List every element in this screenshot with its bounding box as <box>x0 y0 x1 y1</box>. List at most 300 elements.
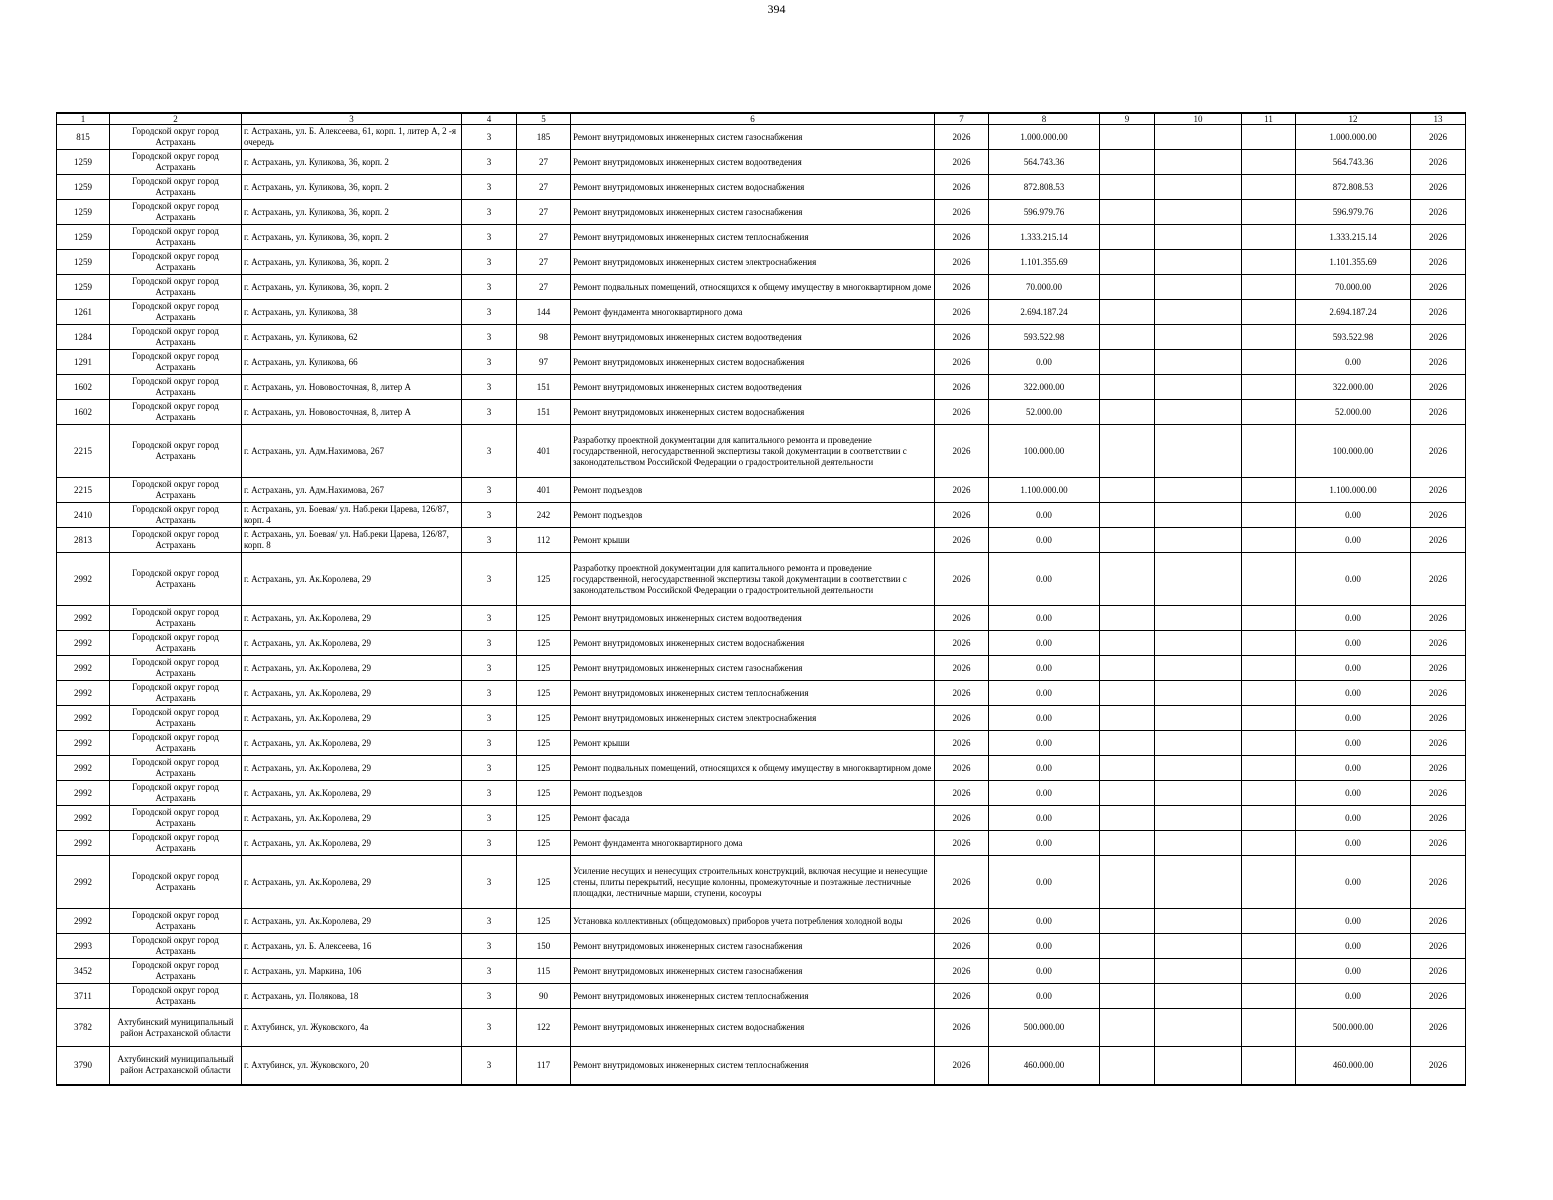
cell-municipality: Городской округ город Астрахань <box>110 934 242 959</box>
cell-municipality: Городской округ город Астрахань <box>110 400 242 425</box>
cell-col11 <box>1242 856 1296 909</box>
cell-amount: 0.00 <box>989 984 1100 1009</box>
table-row <box>57 681 1466 706</box>
table-row <box>57 350 1466 375</box>
cell-amount-total: 322.000.00 <box>1296 375 1411 400</box>
cell-year-end: 2026 <box>1411 325 1466 350</box>
cell-year-end: 2026 <box>1411 300 1466 325</box>
cell-col4: 3 <box>462 375 517 400</box>
cell-municipality: Городской округ город Астрахань <box>110 553 242 606</box>
cell-amount-total: 0.00 <box>1296 756 1411 781</box>
cell-amount-total: 0.00 <box>1296 934 1411 959</box>
cell-amount-total: 100.000.00 <box>1296 425 1411 478</box>
cell-col10 <box>1155 656 1242 681</box>
cell-year: 2026 <box>935 350 989 375</box>
cell-amount: 1.333.215.14 <box>989 225 1100 250</box>
cell-amount-total: 0.00 <box>1296 553 1411 606</box>
cell-col10 <box>1155 225 1242 250</box>
cell-col5: 125 <box>517 909 571 934</box>
cell-col5: 27 <box>517 200 571 225</box>
cell-id: 2992 <box>57 756 110 781</box>
cell-amount: 52.000.00 <box>989 400 1100 425</box>
cell-col10 <box>1155 375 1242 400</box>
cell-col11 <box>1242 400 1296 425</box>
cell-work-type: Ремонт крыши <box>571 731 935 756</box>
cell-amount: 0.00 <box>989 909 1100 934</box>
cell-municipality: Городской округ город Астрахань <box>110 125 242 150</box>
cell-col4: 3 <box>462 250 517 275</box>
cell-work-type: Ремонт внутридомовых инженерных систем водоотведения <box>571 606 935 631</box>
cell-col11 <box>1242 375 1296 400</box>
table-row <box>57 806 1466 831</box>
cell-amount-total: 593.522.98 <box>1296 325 1411 350</box>
cell-address: г. Астрахань, ул. Боевая/ ул. Наб.реки Царева, 126/87, корп. 8 <box>242 528 462 553</box>
cell-col11 <box>1242 631 1296 656</box>
cell-id: 2992 <box>57 856 110 909</box>
cell-amount: 0.00 <box>989 656 1100 681</box>
cell-col5: 27 <box>517 175 571 200</box>
cell-year-end: 2026 <box>1411 1047 1466 1085</box>
cell-amount: 0.00 <box>989 781 1100 806</box>
cell-work-type: Ремонт фундамента многоквартирного дома <box>571 831 935 856</box>
cell-col10 <box>1155 781 1242 806</box>
cell-col5: 125 <box>517 631 571 656</box>
cell-amount: 100.000.00 <box>989 425 1100 478</box>
cell-work-type: Ремонт подвальных помещений, относящихся к общему имуществу в многоквартирном доме <box>571 275 935 300</box>
cell-year-end: 2026 <box>1411 503 1466 528</box>
cell-col5: 98 <box>517 325 571 350</box>
cell-col5: 150 <box>517 934 571 959</box>
cell-col9 <box>1100 909 1155 934</box>
cell-col5: 125 <box>517 731 571 756</box>
cell-col5: 125 <box>517 831 571 856</box>
cell-amount: 0.00 <box>989 706 1100 731</box>
cell-amount-total: 460.000.00 <box>1296 1047 1411 1085</box>
cell-col9 <box>1100 934 1155 959</box>
cell-year: 2026 <box>935 606 989 631</box>
cell-amount: 1.101.355.69 <box>989 250 1100 275</box>
cell-year-end: 2026 <box>1411 959 1466 984</box>
cell-work-type: Ремонт внутридомовых инженерных систем теплоснабжения <box>571 681 935 706</box>
cell-year-end: 2026 <box>1411 1009 1466 1047</box>
cell-col5: 125 <box>517 553 571 606</box>
cell-col9 <box>1100 150 1155 175</box>
cell-col4: 3 <box>462 1009 517 1047</box>
cell-municipality: Городской округ город Астрахань <box>110 225 242 250</box>
cell-col9 <box>1100 856 1155 909</box>
cell-col11 <box>1242 756 1296 781</box>
cell-col11 <box>1242 250 1296 275</box>
cell-work-type: Ремонт внутридомовых инженерных систем газоснабжения <box>571 656 935 681</box>
column-header: 11 <box>1242 113 1296 125</box>
cell-col9 <box>1100 175 1155 200</box>
cell-col10 <box>1155 553 1242 606</box>
cell-address: г. Астрахань, ул. Полякова, 18 <box>242 984 462 1009</box>
cell-col10 <box>1155 400 1242 425</box>
table-row <box>57 125 1466 150</box>
cell-id: 2410 <box>57 503 110 528</box>
cell-col5: 185 <box>517 125 571 150</box>
cell-col9 <box>1100 1047 1155 1085</box>
cell-address: г. Астрахань, ул. Ак.Королева, 29 <box>242 909 462 934</box>
cell-year: 2026 <box>935 756 989 781</box>
cell-col10 <box>1155 350 1242 375</box>
cell-year: 2026 <box>935 225 989 250</box>
cell-id: 2992 <box>57 553 110 606</box>
cell-col9 <box>1100 781 1155 806</box>
cell-address: г. Астрахань, ул. Ак.Королева, 29 <box>242 631 462 656</box>
cell-id: 1259 <box>57 225 110 250</box>
cell-work-type: Установка коллективных (общедомовых) приборов учета потребления холодной воды <box>571 909 935 934</box>
cell-col4: 3 <box>462 1047 517 1085</box>
cell-col9 <box>1100 806 1155 831</box>
cell-municipality: Городской округ город Астрахань <box>110 631 242 656</box>
cell-work-type: Ремонт фундамента многоквартирного дома <box>571 300 935 325</box>
cell-col4: 3 <box>462 681 517 706</box>
cell-col11 <box>1242 425 1296 478</box>
cell-year-end: 2026 <box>1411 781 1466 806</box>
cell-col9 <box>1100 478 1155 503</box>
column-header: 7 <box>935 113 989 125</box>
cell-address: г. Астрахань, ул. Нововосточная, 8, литер А <box>242 400 462 425</box>
cell-amount-total: 2.694.187.24 <box>1296 300 1411 325</box>
cell-col11 <box>1242 350 1296 375</box>
cell-col5: 27 <box>517 150 571 175</box>
cell-col11 <box>1242 125 1296 150</box>
cell-id: 2992 <box>57 806 110 831</box>
cell-col9 <box>1100 350 1155 375</box>
cell-municipality: Городской округ город Астрахань <box>110 781 242 806</box>
cell-col4: 3 <box>462 984 517 1009</box>
cell-year: 2026 <box>935 781 989 806</box>
table-row <box>57 225 1466 250</box>
cell-amount: 0.00 <box>989 934 1100 959</box>
cell-col10 <box>1155 706 1242 731</box>
cell-col11 <box>1242 706 1296 731</box>
cell-amount: 0.00 <box>989 831 1100 856</box>
cell-year: 2026 <box>935 478 989 503</box>
cell-year-end: 2026 <box>1411 831 1466 856</box>
cell-col10 <box>1155 909 1242 934</box>
cell-year: 2026 <box>935 200 989 225</box>
cell-year: 2026 <box>935 175 989 200</box>
cell-col9 <box>1100 425 1155 478</box>
cell-amount-total: 596.979.76 <box>1296 200 1411 225</box>
cell-col11 <box>1242 553 1296 606</box>
cell-municipality: Городской округ город Астрахань <box>110 856 242 909</box>
cell-col9 <box>1100 656 1155 681</box>
cell-address: г. Астрахань, ул. Ак.Королева, 29 <box>242 553 462 606</box>
cell-year-end: 2026 <box>1411 934 1466 959</box>
cell-col11 <box>1242 606 1296 631</box>
cell-col10 <box>1155 756 1242 781</box>
cell-year: 2026 <box>935 125 989 150</box>
cell-col9 <box>1100 984 1155 1009</box>
cell-address: г. Астрахань, ул. Ак.Королева, 29 <box>242 856 462 909</box>
capital-repair-table <box>56 112 1466 1086</box>
cell-work-type: Ремонт подвальных помещений, относящихся к общему имуществу в многоквартирном доме <box>571 756 935 781</box>
cell-amount-total: 1.333.215.14 <box>1296 225 1411 250</box>
cell-municipality: Городской округ город Астрахань <box>110 478 242 503</box>
cell-col4: 3 <box>462 200 517 225</box>
cell-year: 2026 <box>935 831 989 856</box>
cell-amount: 0.00 <box>989 681 1100 706</box>
cell-work-type: Ремонт подъездов <box>571 503 935 528</box>
cell-year: 2026 <box>935 553 989 606</box>
cell-year-end: 2026 <box>1411 681 1466 706</box>
cell-year-end: 2026 <box>1411 984 1466 1009</box>
cell-address: г. Астрахань, ул. Куликова, 36, корп. 2 <box>242 150 462 175</box>
cell-amount: 2.694.187.24 <box>989 300 1100 325</box>
cell-id: 3782 <box>57 1009 110 1047</box>
table-row <box>57 425 1466 478</box>
cell-col5: 122 <box>517 1009 571 1047</box>
column-header: 5 <box>517 113 571 125</box>
cell-id: 2215 <box>57 478 110 503</box>
cell-col11 <box>1242 225 1296 250</box>
cell-col9 <box>1100 400 1155 425</box>
cell-amount: 0.00 <box>989 503 1100 528</box>
cell-col4: 3 <box>462 909 517 934</box>
cell-col5: 90 <box>517 984 571 1009</box>
cell-address: г. Астрахань, ул. Ак.Королева, 29 <box>242 831 462 856</box>
cell-amount-total: 0.00 <box>1296 781 1411 806</box>
table-row <box>57 731 1466 756</box>
cell-id: 1259 <box>57 200 110 225</box>
cell-col11 <box>1242 275 1296 300</box>
cell-address: г. Астрахань, ул. Куликова, 62 <box>242 325 462 350</box>
cell-amount-total: 1.100.000.00 <box>1296 478 1411 503</box>
cell-work-type: Ремонт внутридомовых инженерных систем водоотведения <box>571 325 935 350</box>
cell-address: г. Астрахань, ул. Ак.Королева, 29 <box>242 681 462 706</box>
cell-municipality: Городской округ город Астрахань <box>110 959 242 984</box>
cell-col9 <box>1100 706 1155 731</box>
cell-municipality: Городской округ город Астрахань <box>110 656 242 681</box>
cell-id: 815 <box>57 125 110 150</box>
cell-col10 <box>1155 275 1242 300</box>
cell-amount-total: 0.00 <box>1296 959 1411 984</box>
cell-col10 <box>1155 528 1242 553</box>
cell-amount-total: 0.00 <box>1296 731 1411 756</box>
cell-col4: 3 <box>462 631 517 656</box>
cell-col5: 125 <box>517 756 571 781</box>
table-row <box>57 300 1466 325</box>
cell-amount: 0.00 <box>989 959 1100 984</box>
cell-work-type: Ремонт внутридомовых инженерных систем теплоснабжения <box>571 1047 935 1085</box>
cell-col11 <box>1242 831 1296 856</box>
cell-amount: 872.808.53 <box>989 175 1100 200</box>
cell-col4: 3 <box>462 528 517 553</box>
cell-col11 <box>1242 781 1296 806</box>
cell-col10 <box>1155 478 1242 503</box>
cell-year-end: 2026 <box>1411 806 1466 831</box>
cell-col5: 242 <box>517 503 571 528</box>
cell-municipality: Городской округ город Астрахань <box>110 831 242 856</box>
cell-amount-total: 872.808.53 <box>1296 175 1411 200</box>
cell-address: г. Ахтубинск, ул. Жуковского, 20 <box>242 1047 462 1085</box>
cell-col10 <box>1155 125 1242 150</box>
cell-col9 <box>1100 606 1155 631</box>
cell-col5: 112 <box>517 528 571 553</box>
cell-municipality: Городской округ город Астрахань <box>110 706 242 731</box>
table-row <box>57 400 1466 425</box>
table-row <box>57 275 1466 300</box>
cell-address: г. Астрахань, ул. Ак.Королева, 29 <box>242 731 462 756</box>
table-row <box>57 781 1466 806</box>
cell-id: 2992 <box>57 656 110 681</box>
cell-amount-total: 0.00 <box>1296 503 1411 528</box>
cell-year: 2026 <box>935 959 989 984</box>
column-header: 12 <box>1296 113 1411 125</box>
cell-address: г. Астрахань, ул. Куликова, 36, корп. 2 <box>242 250 462 275</box>
cell-work-type: Ремонт внутридомовых инженерных систем теплоснабжения <box>571 984 935 1009</box>
cell-address: г. Астрахань, ул. Маркина, 106 <box>242 959 462 984</box>
cell-year: 2026 <box>935 1047 989 1085</box>
cell-year-end: 2026 <box>1411 731 1466 756</box>
cell-year-end: 2026 <box>1411 350 1466 375</box>
table-row <box>57 503 1466 528</box>
cell-year: 2026 <box>935 250 989 275</box>
cell-work-type: Ремонт внутридомовых инженерных систем электроснабжения <box>571 250 935 275</box>
cell-year: 2026 <box>935 1009 989 1047</box>
cell-col4: 3 <box>462 831 517 856</box>
cell-col4: 3 <box>462 400 517 425</box>
table-row <box>57 1047 1466 1085</box>
table-row <box>57 706 1466 731</box>
cell-col5: 97 <box>517 350 571 375</box>
cell-col10 <box>1155 250 1242 275</box>
cell-year: 2026 <box>935 706 989 731</box>
cell-col9 <box>1100 125 1155 150</box>
cell-col5: 125 <box>517 856 571 909</box>
cell-work-type: Ремонт фасада <box>571 806 935 831</box>
cell-amount-total: 0.00 <box>1296 909 1411 934</box>
cell-address: г. Астрахань, ул. Ак.Королева, 29 <box>242 706 462 731</box>
cell-year: 2026 <box>935 984 989 1009</box>
table-row <box>57 150 1466 175</box>
cell-amount: 0.00 <box>989 731 1100 756</box>
cell-col10 <box>1155 606 1242 631</box>
cell-col4: 3 <box>462 225 517 250</box>
cell-municipality: Городской округ город Астрахань <box>110 425 242 478</box>
cell-id: 2993 <box>57 934 110 959</box>
table-row <box>57 831 1466 856</box>
cell-col10 <box>1155 959 1242 984</box>
cell-col5: 27 <box>517 225 571 250</box>
cell-col9 <box>1100 681 1155 706</box>
cell-id: 1259 <box>57 150 110 175</box>
cell-id: 2992 <box>57 831 110 856</box>
cell-year: 2026 <box>935 425 989 478</box>
table-row <box>57 934 1466 959</box>
cell-amount-total: 0.00 <box>1296 681 1411 706</box>
cell-col9 <box>1100 200 1155 225</box>
cell-col4: 3 <box>462 350 517 375</box>
cell-col4: 3 <box>462 175 517 200</box>
cell-col11 <box>1242 934 1296 959</box>
cell-id: 2992 <box>57 909 110 934</box>
cell-year: 2026 <box>935 656 989 681</box>
cell-amount: 593.522.98 <box>989 325 1100 350</box>
cell-address: г. Астрахань, ул. Ак.Королева, 29 <box>242 756 462 781</box>
cell-address: г. Астрахань, ул. Куликова, 38 <box>242 300 462 325</box>
cell-amount-total: 0.00 <box>1296 831 1411 856</box>
cell-municipality: Городской округ город Астрахань <box>110 731 242 756</box>
cell-year-end: 2026 <box>1411 706 1466 731</box>
cell-id: 2992 <box>57 731 110 756</box>
cell-col9 <box>1100 553 1155 606</box>
cell-year-end: 2026 <box>1411 756 1466 781</box>
cell-work-type: Ремонт внутридомовых инженерных систем водоснабжения <box>571 1009 935 1047</box>
cell-amount-total: 70.000.00 <box>1296 275 1411 300</box>
table-row <box>57 375 1466 400</box>
cell-municipality: Городской округ город Астрахань <box>110 350 242 375</box>
cell-col4: 3 <box>462 553 517 606</box>
cell-year-end: 2026 <box>1411 478 1466 503</box>
cell-col5: 401 <box>517 425 571 478</box>
cell-col4: 3 <box>462 656 517 681</box>
cell-municipality: Городской округ город Астрахань <box>110 681 242 706</box>
cell-col11 <box>1242 806 1296 831</box>
cell-col5: 151 <box>517 400 571 425</box>
column-header: 9 <box>1100 113 1155 125</box>
cell-amount: 596.979.76 <box>989 200 1100 225</box>
cell-municipality: Городской округ город Астрахань <box>110 606 242 631</box>
cell-col5: 125 <box>517 781 571 806</box>
cell-col4: 3 <box>462 706 517 731</box>
cell-id: 1259 <box>57 175 110 200</box>
cell-col9 <box>1100 1009 1155 1047</box>
cell-col10 <box>1155 325 1242 350</box>
cell-year-end: 2026 <box>1411 656 1466 681</box>
cell-id: 2992 <box>57 631 110 656</box>
cell-col9 <box>1100 731 1155 756</box>
cell-col4: 3 <box>462 756 517 781</box>
cell-work-type: Ремонт внутридомовых инженерных систем водоотведения <box>571 375 935 400</box>
column-header: 10 <box>1155 113 1242 125</box>
table-row <box>57 631 1466 656</box>
cell-col11 <box>1242 1009 1296 1047</box>
cell-col4: 3 <box>462 425 517 478</box>
cell-amount-total: 564.743.36 <box>1296 150 1411 175</box>
cell-address: г. Астрахань, ул. Куликова, 36, корп. 2 <box>242 200 462 225</box>
cell-col11 <box>1242 1047 1296 1085</box>
cell-work-type: Ремонт внутридомовых инженерных систем электроснабжения <box>571 706 935 731</box>
cell-col4: 3 <box>462 606 517 631</box>
cell-address: г. Астрахань, ул. Куликова, 36, корп. 2 <box>242 275 462 300</box>
cell-year-end: 2026 <box>1411 528 1466 553</box>
cell-amount-total: 0.00 <box>1296 350 1411 375</box>
cell-amount: 0.00 <box>989 553 1100 606</box>
cell-col4: 3 <box>462 731 517 756</box>
cell-col5: 125 <box>517 806 571 831</box>
cell-work-type: Ремонт внутридомовых инженерных систем водоснабжения <box>571 175 935 200</box>
cell-work-type: Ремонт внутридомовых инженерных систем газоснабжения <box>571 959 935 984</box>
cell-amount-total: 0.00 <box>1296 528 1411 553</box>
cell-municipality: Городской округ город Астрахань <box>110 300 242 325</box>
cell-id: 2992 <box>57 681 110 706</box>
table-row <box>57 478 1466 503</box>
table-row <box>57 553 1466 606</box>
cell-year-end: 2026 <box>1411 631 1466 656</box>
cell-municipality: Городской округ город Астрахань <box>110 984 242 1009</box>
cell-municipality: Городской округ город Астрахань <box>110 756 242 781</box>
cell-col9 <box>1100 375 1155 400</box>
cell-year-end: 2026 <box>1411 275 1466 300</box>
cell-col5: 125 <box>517 706 571 731</box>
cell-amount: 0.00 <box>989 756 1100 781</box>
cell-year-end: 2026 <box>1411 606 1466 631</box>
